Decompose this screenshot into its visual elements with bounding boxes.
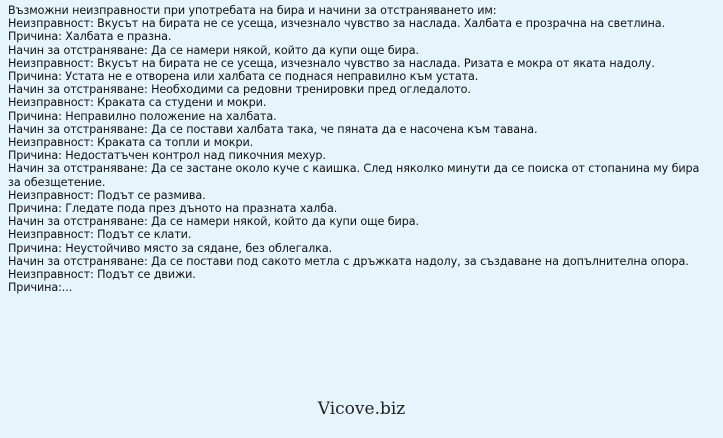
article-line: Неизправност: Подът се движи.: [8, 268, 196, 282]
article-line: Начин за отстраняване: Да се намери някой, който да купи още бира.: [8, 215, 419, 229]
article-line: Причина: Гледате пода през дъното на празната халба.: [8, 202, 338, 216]
article-text: [8, 4, 714, 294]
site-name[interactable]: Vicove.biz: [317, 399, 406, 419]
article-line: Неизправност: Подът се клати.: [8, 228, 192, 242]
article-heading: Възможни неизправности при употребата на бира и начини за отстраняването им:: [8, 4, 497, 17]
article-line: Неизправност: Вкусът на бирата не се усеща, изчезнало чувство за наслада. Ризата е мокра от яката надолу.: [8, 56, 655, 70]
article-line: Причина: Неправилно положение на халбата.: [8, 109, 277, 123]
article-line: Неизправност: Подът се размива.: [8, 188, 206, 202]
article-line: Неизправност: Краката са топли и мокри.: [8, 136, 254, 150]
article-line: Начин за отстраняване: Да се застане около куче с каишка. След няколко минути да се поиска от стопанина му бира за обезщетение.: [8, 162, 700, 189]
article-line: Начин за отстраняване: Да се постави халбата така, че пяната да е насочена към тавана.: [8, 122, 538, 136]
article-line: Начин за отстраняване: Да се намери някой, който да купи още бира.: [8, 43, 419, 57]
article-line: Начин за отстраняване: Да се постави под сакото метла с дръжката надолу, за създаване на допълнителна опора.: [8, 254, 689, 268]
article-line: Начин за отстраняване: Необходими са редовни тренировки пред огледалото.: [8, 83, 471, 97]
article-line: Причина: Халбата е празна.: [8, 30, 172, 44]
article-line: Причина: Неустойчиво място за сядане, без облегалка.: [8, 241, 333, 255]
article-line: Неизправност: Вкусът на бирата не се усеща, изчезнало чувство за наслада. Халбата е прозрачна на светлина.: [8, 17, 665, 31]
site-footer: [0, 399, 723, 419]
article-line: Неизправност: Краката са студени и мокри.: [8, 96, 267, 110]
article-line: Причина:...: [8, 281, 73, 295]
article-line: Причина: Устата не е отворена или халбата се поднася неправилно към устата.: [8, 70, 479, 84]
article-line: Причина: Недостатъчен контрол над пикочния мехур.: [8, 149, 326, 163]
